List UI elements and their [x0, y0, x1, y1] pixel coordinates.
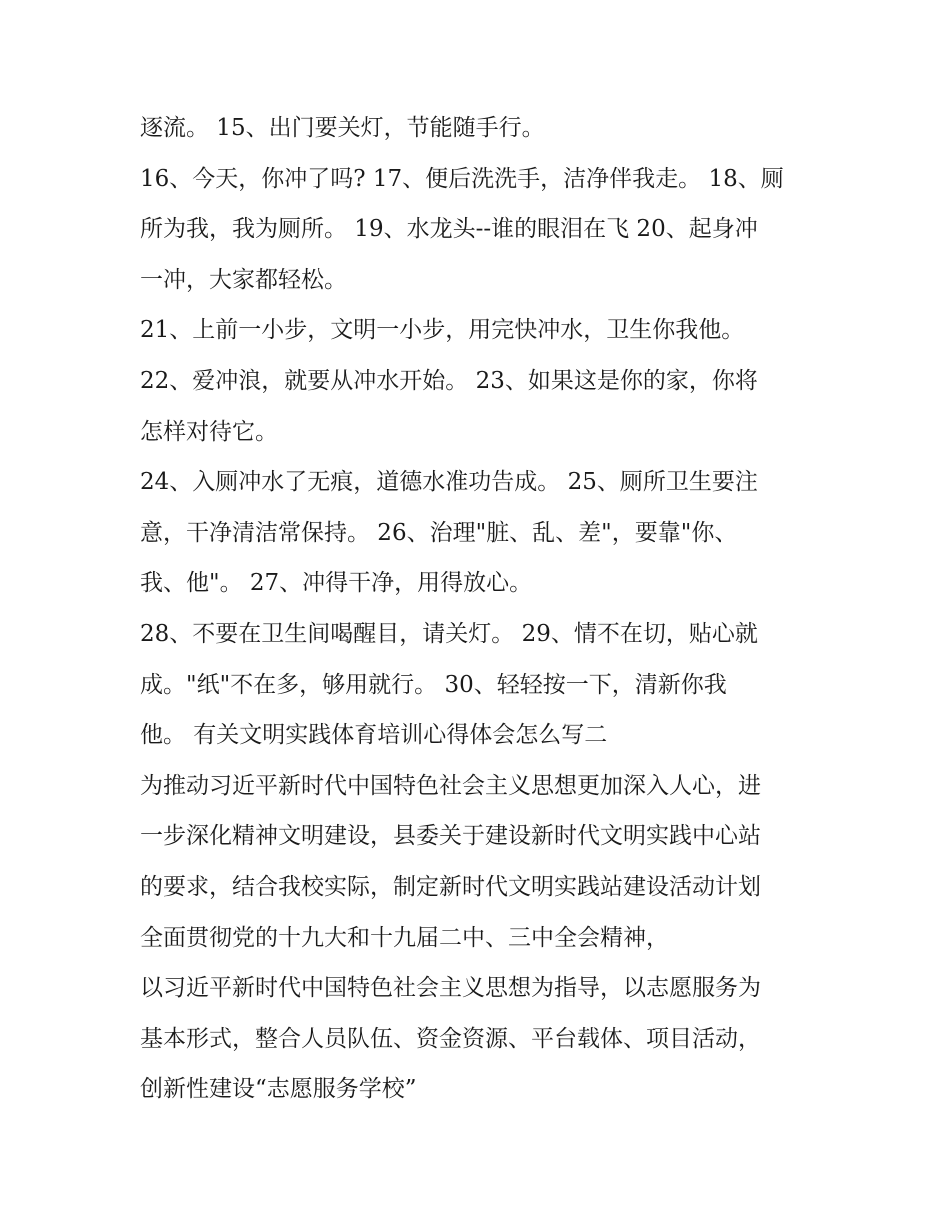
text-line: 24、入厕冲水了无痕，道德水准功告成。 25、厕所卫生要注: [140, 469, 758, 496]
text-line: 怎样对待它。: [140, 418, 278, 445]
text-line: 16、今天，你冲了吗? 17、便后洗洗手，洁净伴我走。 18、厕: [140, 165, 784, 192]
text-line: 他。 有关文明实践体育培训心得体会怎么写二: [140, 722, 608, 749]
text-line: 以习近平新时代中国特色社会主义思想为指导，以志愿服务为: [140, 975, 761, 1002]
text-line: 的要求，结合我校实际，制定新时代文明实践站建设活动计划: [140, 873, 761, 900]
text-line: 21、上前一小步，文明一小步，用完快冲水，卫生你我他。: [140, 317, 745, 344]
body-text: [140, 103, 830, 1115]
text-line: 一步深化精神文明建设，县委关于建设新时代文明实践中心站: [140, 823, 761, 850]
text-line: 基本形式，整合人员队伍、资金资源、平台载体、项目活动，: [140, 1025, 761, 1052]
text-line: 逐流。 15、出门要关灯，节能随手行。: [140, 115, 545, 141]
text-line: 一冲，大家都轻松。: [140, 266, 347, 293]
text-line: 全面贯彻党的十九大和十九届二中、三中全会精神，: [140, 924, 669, 951]
text-line: 22、爱冲浪，就要从冲水开始。 23、如果这是你的家，你将: [140, 367, 758, 394]
text-line: 我、他"。 27、冲得干净，用得放心。: [140, 570, 533, 597]
text-line: 所为我，我为厕所。 19、水龙头--谁的眼泪在飞 20、起身冲: [140, 216, 758, 243]
text-line: 为推动习近平新时代中国特色社会主义思想更加深入人心，进: [140, 772, 761, 799]
text-line: 意，干净清洁常保持。 26、治理"脏、乱、差"，要靠"你、: [140, 519, 738, 546]
text-line: 成。"纸"不在多，够用就行。 30、轻轻按一下，清新你我: [140, 671, 727, 698]
text-line: 28、不要在卫生间喝醒目，请关灯。 29、情不在切，贴心就: [140, 620, 758, 647]
text-line: 创新性建设“志愿服务学校”: [140, 1076, 417, 1103]
